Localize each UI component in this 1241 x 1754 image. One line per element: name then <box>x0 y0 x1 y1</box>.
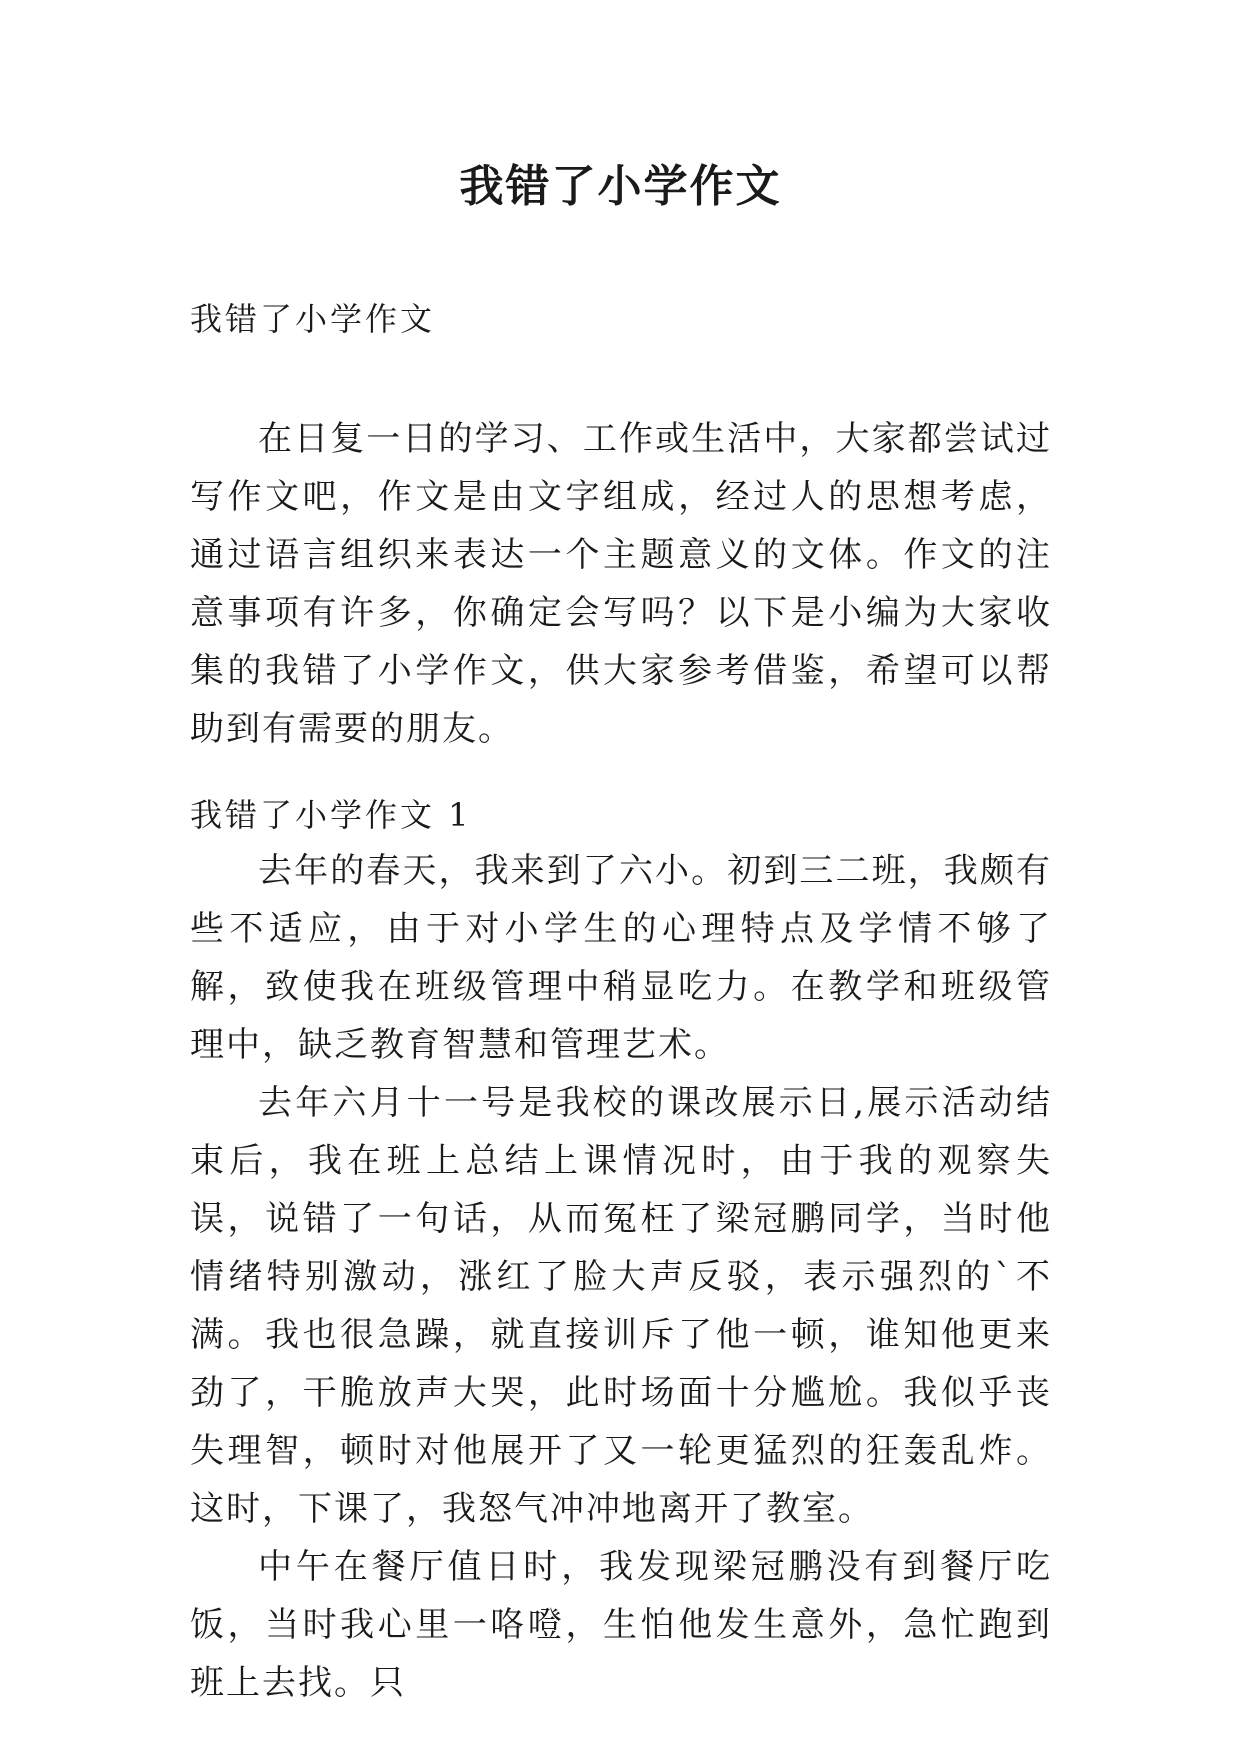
body-paragraph: 中午在餐厅值日时，我发现梁冠鹏没有到餐厅吃饭，当时我心里一咯噔，生怕他发生意外，急忙跑到班上去找。只 <box>190 1547 1052 1703</box>
body-paragraph: 去年六月十一号是我校的课改展示日,展示活动结束后，我在班上总结上课情况时，由于我的观察失误，说错了一句话，从而冤枉了梁冠鹏同学，当时他情绪特别激动，涨红了脸大声反驳，表示强烈的`不满。我也很急躁，就直接训斥了他一顿，谁知他更来劲了，干脆放声大哭，此时场面十分尴尬。我似乎丧失理智，顿时对他展开了又一轮更猛烈的狂轰乱炸。这时，下课了，我怒气冲冲地离开了教室。 <box>190 1083 1052 1529</box>
body-paragraph: 去年的春天，我来到了六小。初到三二班，我颇有些不适应，由于对小学生的心理特点及学情不够了解，致使我在班级管理中稍显吃力。在教学和班级管理中，缺乏教育智慧和管理艺术。 <box>190 851 1052 1065</box>
document-title: 我错了小学作文 <box>459 161 782 212</box>
section-body <box>190 842 1052 1712</box>
document-subtitle: 我错了小学作文 <box>190 300 436 338</box>
intro-section <box>190 410 1052 758</box>
section-heading: 我错了小学作文 1 <box>190 796 472 834</box>
intro-paragraph: 在日复一日的学习、工作或生活中，大家都尝试过写作文吧，作文是由文字组成，经过人的思想考虑，通过语言组织来表达一个主题意义的文体。作文的注意事项有许多，你确定会写吗？以下是小编为大家收集的我错了小学作文，供大家参考借鉴，希望可以帮助到有需要的朋友。 <box>190 419 1052 749</box>
